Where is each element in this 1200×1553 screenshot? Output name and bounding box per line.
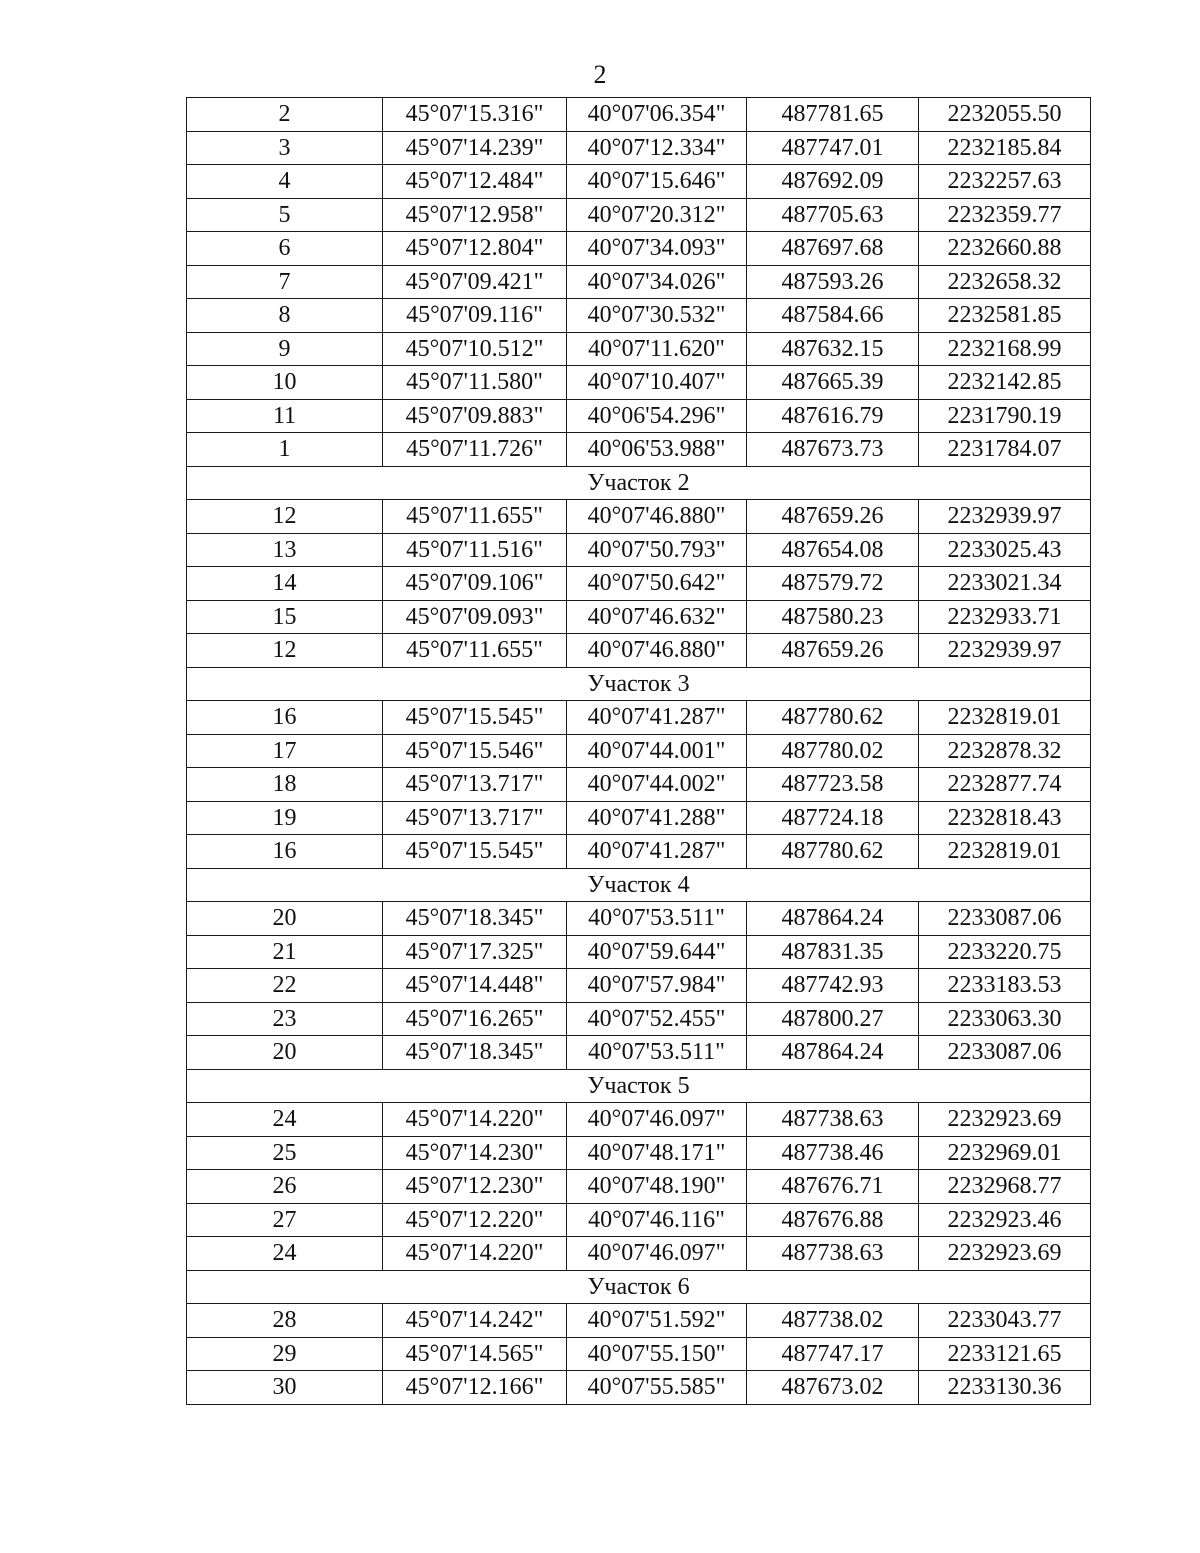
point-number-cell: 11 [187,399,383,433]
x-coordinate-cell: 487580.23 [747,600,919,634]
point-number-cell: 3 [187,131,383,165]
longitude-cell: 40°07'46.116" [567,1203,747,1237]
table-row [187,835,1091,869]
x-coordinate-cell: 487738.46 [747,1136,919,1170]
longitude-cell: 40°07'41.288" [567,801,747,835]
table-row [187,902,1091,936]
longitude-cell: 40°07'30.532" [567,299,747,333]
table-row [187,1203,1091,1237]
table-row [187,567,1091,601]
table-row [187,198,1091,232]
latitude-cell: 45°07'14.239" [383,131,567,165]
latitude-cell: 45°07'13.717" [383,768,567,802]
latitude-cell: 45°07'09.883" [383,399,567,433]
y-coordinate-cell: 2233043.77 [919,1304,1091,1338]
x-coordinate-cell: 487673.73 [747,433,919,467]
y-coordinate-cell: 2232581.85 [919,299,1091,333]
longitude-cell: 40°07'44.001" [567,734,747,768]
table-row [187,533,1091,567]
longitude-cell: 40°07'46.632" [567,600,747,634]
y-coordinate-cell: 2231784.07 [919,433,1091,467]
longitude-cell: 40°07'44.002" [567,768,747,802]
latitude-cell: 45°07'18.345" [383,902,567,936]
table-row [187,1136,1091,1170]
table-row [187,935,1091,969]
x-coordinate-cell: 487676.88 [747,1203,919,1237]
longitude-cell: 40°07'20.312" [567,198,747,232]
x-coordinate-cell: 487724.18 [747,801,919,835]
longitude-cell: 40°07'46.097" [567,1103,747,1137]
table-row [187,701,1091,735]
y-coordinate-cell: 2232819.01 [919,835,1091,869]
y-coordinate-cell: 2232933.71 [919,600,1091,634]
section-header-row [187,1069,1091,1103]
longitude-cell: 40°07'50.642" [567,567,747,601]
table-row [187,1036,1091,1070]
point-number-cell: 1 [187,433,383,467]
point-number-cell: 16 [187,835,383,869]
y-coordinate-cell: 2232142.85 [919,366,1091,400]
y-coordinate-cell: 2233220.75 [919,935,1091,969]
y-coordinate-cell: 2233183.53 [919,969,1091,1003]
latitude-cell: 45°07'14.448" [383,969,567,1003]
x-coordinate-cell: 487616.79 [747,399,919,433]
page-number: 2 [593,60,607,89]
point-number-cell: 22 [187,969,383,1003]
table-row [187,165,1091,199]
y-coordinate-cell: 2232877.74 [919,768,1091,802]
longitude-cell: 40°07'55.150" [567,1337,747,1371]
y-coordinate-cell: 2232939.97 [919,500,1091,534]
longitude-cell: 40°07'41.287" [567,835,747,869]
longitude-cell: 40°07'46.880" [567,634,747,668]
latitude-cell: 45°07'17.325" [383,935,567,969]
point-number-cell: 5 [187,198,383,232]
table-row [187,600,1091,634]
longitude-cell: 40°07'53.511" [567,1036,747,1070]
table-row [187,265,1091,299]
point-number-cell: 23 [187,1002,383,1036]
x-coordinate-cell: 487593.26 [747,265,919,299]
section-label: Участок 3 [187,667,1091,701]
latitude-cell: 45°07'11.726" [383,433,567,467]
longitude-cell: 40°07'57.984" [567,969,747,1003]
y-coordinate-cell: 2232359.77 [919,198,1091,232]
y-coordinate-cell: 2232819.01 [919,701,1091,735]
y-coordinate-cell: 2232923.46 [919,1203,1091,1237]
point-number-cell: 24 [187,1103,383,1137]
point-number-cell: 12 [187,634,383,668]
longitude-cell: 40°07'59.644" [567,935,747,969]
section-header-row [187,868,1091,902]
point-number-cell: 16 [187,701,383,735]
latitude-cell: 45°07'18.345" [383,1036,567,1070]
point-number-cell: 20 [187,1036,383,1070]
latitude-cell: 45°07'09.116" [383,299,567,333]
table-row [187,1170,1091,1204]
y-coordinate-cell: 2233063.30 [919,1002,1091,1036]
longitude-cell: 40°07'12.334" [567,131,747,165]
y-coordinate-cell: 2232968.77 [919,1170,1091,1204]
point-number-cell: 18 [187,768,383,802]
latitude-cell: 45°07'14.220" [383,1237,567,1271]
point-number-cell: 10 [187,366,383,400]
point-number-cell: 7 [187,265,383,299]
longitude-cell: 40°07'50.793" [567,533,747,567]
x-coordinate-cell: 487831.35 [747,935,919,969]
x-coordinate-cell: 487584.66 [747,299,919,333]
y-coordinate-cell: 2232658.32 [919,265,1091,299]
y-coordinate-cell: 2232257.63 [919,165,1091,199]
table-row [187,332,1091,366]
latitude-cell: 45°07'15.546" [383,734,567,768]
table-row [187,734,1091,768]
x-coordinate-cell: 487705.63 [747,198,919,232]
longitude-cell: 40°07'52.455" [567,1002,747,1036]
longitude-cell: 40°07'48.171" [567,1136,747,1170]
table-row [187,1237,1091,1271]
y-coordinate-cell: 2232878.32 [919,734,1091,768]
x-coordinate-cell: 487654.08 [747,533,919,567]
section-header-row [187,466,1091,500]
point-number-cell: 28 [187,1304,383,1338]
y-coordinate-cell: 2232969.01 [919,1136,1091,1170]
point-number-cell: 17 [187,734,383,768]
y-coordinate-cell: 2233025.43 [919,533,1091,567]
latitude-cell: 45°07'11.655" [383,634,567,668]
latitude-cell: 45°07'14.220" [383,1103,567,1137]
longitude-cell: 40°06'53.988" [567,433,747,467]
longitude-cell: 40°06'54.296" [567,399,747,433]
x-coordinate-cell: 487659.26 [747,634,919,668]
table-row [187,1103,1091,1137]
point-number-cell: 6 [187,232,383,266]
x-coordinate-cell: 487780.02 [747,734,919,768]
y-coordinate-cell: 2231790.19 [919,399,1091,433]
point-number-cell: 19 [187,801,383,835]
y-coordinate-cell: 2232168.99 [919,332,1091,366]
longitude-cell: 40°07'46.880" [567,500,747,534]
longitude-cell: 40°07'53.511" [567,902,747,936]
y-coordinate-cell: 2232055.50 [919,98,1091,132]
table-row [187,131,1091,165]
x-coordinate-cell: 487747.01 [747,131,919,165]
point-number-cell: 15 [187,600,383,634]
point-number-cell: 4 [187,165,383,199]
latitude-cell: 45°07'15.545" [383,835,567,869]
x-coordinate-cell: 487665.39 [747,366,919,400]
latitude-cell: 45°07'12.230" [383,1170,567,1204]
x-coordinate-cell: 487780.62 [747,701,919,735]
table-row [187,1002,1091,1036]
latitude-cell: 45°07'11.655" [383,500,567,534]
longitude-cell: 40°07'15.646" [567,165,747,199]
x-coordinate-cell: 487723.58 [747,768,919,802]
latitude-cell: 45°07'12.804" [383,232,567,266]
longitude-cell: 40°07'48.190" [567,1170,747,1204]
longitude-cell: 40°07'10.407" [567,366,747,400]
latitude-cell: 45°07'13.717" [383,801,567,835]
y-coordinate-cell: 2232185.84 [919,131,1091,165]
latitude-cell: 45°07'14.565" [383,1337,567,1371]
latitude-cell: 45°07'14.230" [383,1136,567,1170]
table-row [187,299,1091,333]
table-row [187,232,1091,266]
table-row [187,1337,1091,1371]
section-label: Участок 5 [187,1069,1091,1103]
table-row [187,433,1091,467]
latitude-cell: 45°07'14.242" [383,1304,567,1338]
y-coordinate-cell: 2233130.36 [919,1371,1091,1405]
point-number-cell: 8 [187,299,383,333]
table-row [187,1304,1091,1338]
table-row [187,1371,1091,1405]
section-header-row [187,667,1091,701]
y-coordinate-cell: 2233121.65 [919,1337,1091,1371]
table-row [187,366,1091,400]
x-coordinate-cell: 487747.17 [747,1337,919,1371]
latitude-cell: 45°07'11.516" [383,533,567,567]
x-coordinate-cell: 487673.02 [747,1371,919,1405]
section-label: Участок 4 [187,868,1091,902]
section-label: Участок 2 [187,466,1091,500]
point-number-cell: 21 [187,935,383,969]
x-coordinate-cell: 487579.72 [747,567,919,601]
point-number-cell: 25 [187,1136,383,1170]
y-coordinate-cell: 2232939.97 [919,634,1091,668]
x-coordinate-cell: 487632.15 [747,332,919,366]
x-coordinate-cell: 487864.24 [747,902,919,936]
longitude-cell: 40°07'55.585" [567,1371,747,1405]
latitude-cell: 45°07'11.580" [383,366,567,400]
x-coordinate-cell: 487738.63 [747,1237,919,1271]
coordinates-table-body [187,98,1091,1405]
point-number-cell: 12 [187,500,383,534]
x-coordinate-cell: 487742.93 [747,969,919,1003]
table-row [187,801,1091,835]
longitude-cell: 40°07'11.620" [567,332,747,366]
x-coordinate-cell: 487864.24 [747,1036,919,1070]
point-number-cell: 27 [187,1203,383,1237]
y-coordinate-cell: 2232660.88 [919,232,1091,266]
longitude-cell: 40°07'46.097" [567,1237,747,1271]
section-header-row [187,1270,1091,1304]
point-number-cell: 26 [187,1170,383,1204]
longitude-cell: 40°07'51.592" [567,1304,747,1338]
point-number-cell: 13 [187,533,383,567]
x-coordinate-cell: 487738.02 [747,1304,919,1338]
latitude-cell: 45°07'10.512" [383,332,567,366]
x-coordinate-cell: 487738.63 [747,1103,919,1137]
point-number-cell: 2 [187,98,383,132]
point-number-cell: 24 [187,1237,383,1271]
y-coordinate-cell: 2233087.06 [919,1036,1091,1070]
y-coordinate-cell: 2232923.69 [919,1237,1091,1271]
latitude-cell: 45°07'12.958" [383,198,567,232]
latitude-cell: 45°07'12.484" [383,165,567,199]
coordinates-table [186,97,1091,1405]
table-row [187,768,1091,802]
x-coordinate-cell: 487781.65 [747,98,919,132]
longitude-cell: 40°07'34.093" [567,232,747,266]
point-number-cell: 14 [187,567,383,601]
x-coordinate-cell: 487800.27 [747,1002,919,1036]
x-coordinate-cell: 487697.68 [747,232,919,266]
y-coordinate-cell: 2233021.34 [919,567,1091,601]
y-coordinate-cell: 2232818.43 [919,801,1091,835]
x-coordinate-cell: 487659.26 [747,500,919,534]
table-row [187,969,1091,1003]
table-row [187,500,1091,534]
section-label: Участок 6 [187,1270,1091,1304]
table-row [187,634,1091,668]
longitude-cell: 40°07'34.026" [567,265,747,299]
point-number-cell: 9 [187,332,383,366]
latitude-cell: 45°07'09.106" [383,567,567,601]
latitude-cell: 45°07'09.421" [383,265,567,299]
table-row [187,98,1091,132]
latitude-cell: 45°07'15.316" [383,98,567,132]
latitude-cell: 45°07'12.220" [383,1203,567,1237]
point-number-cell: 30 [187,1371,383,1405]
y-coordinate-cell: 2233087.06 [919,902,1091,936]
x-coordinate-cell: 487692.09 [747,165,919,199]
latitude-cell: 45°07'09.093" [383,600,567,634]
latitude-cell: 45°07'16.265" [383,1002,567,1036]
latitude-cell: 45°07'12.166" [383,1371,567,1405]
x-coordinate-cell: 487676.71 [747,1170,919,1204]
x-coordinate-cell: 487780.62 [747,835,919,869]
y-coordinate-cell: 2232923.69 [919,1103,1091,1137]
longitude-cell: 40°07'41.287" [567,701,747,735]
latitude-cell: 45°07'15.545" [383,701,567,735]
longitude-cell: 40°07'06.354" [567,98,747,132]
table-row [187,399,1091,433]
point-number-cell: 20 [187,902,383,936]
point-number-cell: 29 [187,1337,383,1371]
